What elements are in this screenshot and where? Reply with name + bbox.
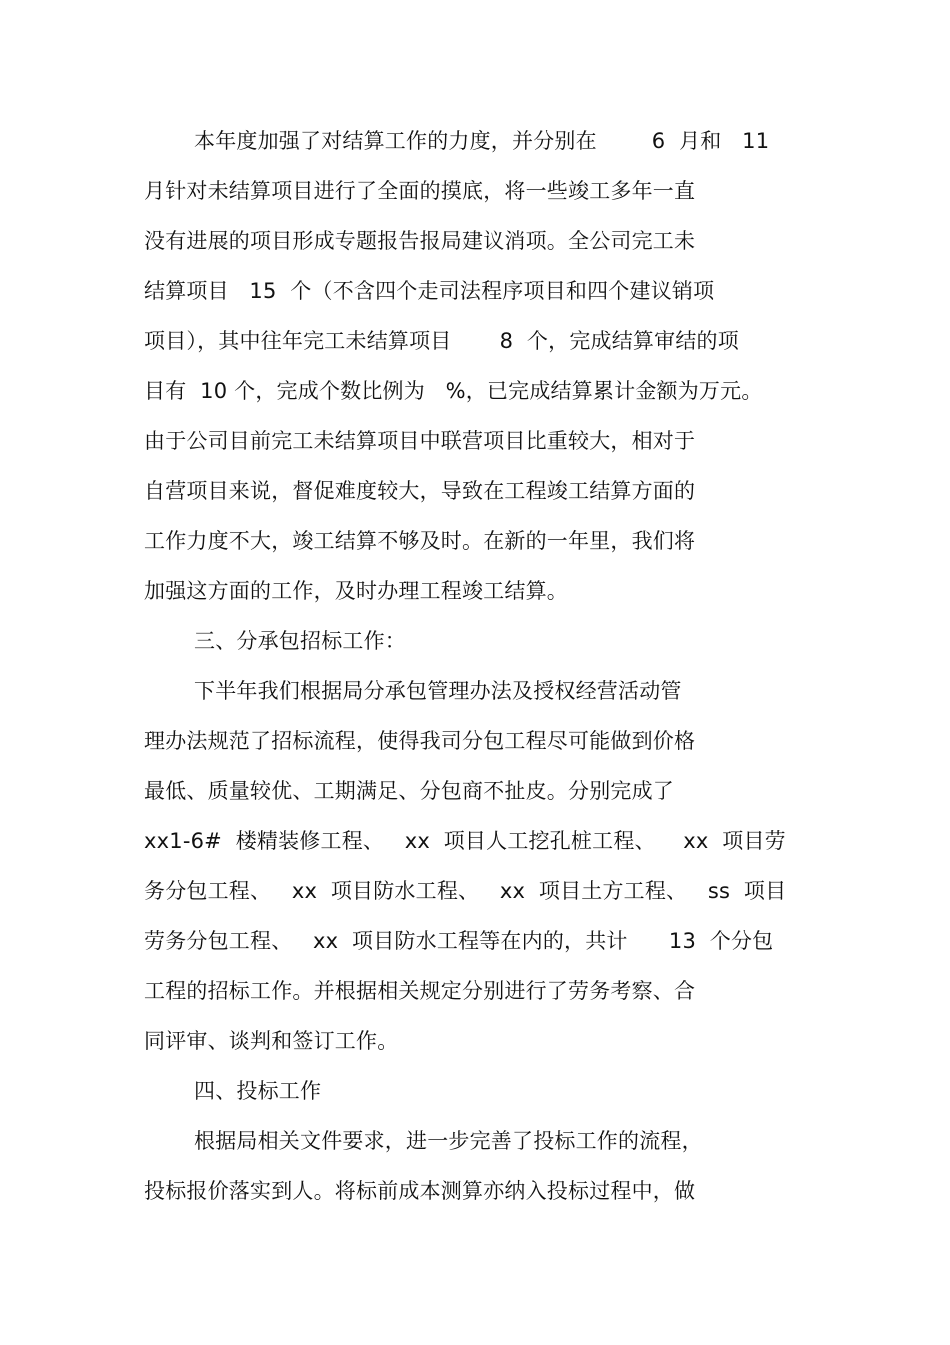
- paragraph-line: 由于公司目前完工未结算项目中联营项目比重较大，相对于: [144, 429, 696, 453]
- section-heading: 三、分承包招标工作：: [194, 629, 406, 653]
- paragraph-line: 同评审、谈判和签订工作。: [144, 1029, 399, 1053]
- paragraph-line: 投标报价落实到人。将标前成本测算亦纳入投标过程中，做: [144, 1179, 696, 1203]
- paragraph-line: 最低、质量较优、工期满足、分包商不扯皮。分别完成了: [144, 779, 674, 803]
- paragraph-line: 劳务分包工程、 xx 项目防水工程等在内的，共计 13 个分包: [144, 929, 774, 953]
- paragraph-line: 理办法规范了招标流程，使得我司分包工程尽可能做到价格: [144, 729, 696, 753]
- paragraph-line: 务分包工程、 xx 项目防水工程、 xx 项目土方工程、 ss 项目: [144, 879, 787, 903]
- paragraph-line: 本年度加强了对结算工作的力度，并分别在 6 月和 11: [194, 129, 770, 153]
- paragraph-line: 工作力度不大，竣工结算不够及时。在新的一年里，我们将: [144, 529, 696, 553]
- paragraph-line: 根据局相关文件要求，进一步完善了投标工作的流程，: [194, 1129, 703, 1153]
- paragraph-line: 没有进展的项目形成专题报告报局建议消项。全公司完工未: [144, 229, 696, 253]
- paragraph-line: 工程的招标工作。并根据相关规定分别进行了劳务考察、合: [144, 979, 696, 1003]
- paragraph-line: 加强这方面的工作，及时办理工程竣工结算。: [144, 579, 568, 603]
- paragraph-line: 月针对未结算项目进行了全面的摸底，将一些竣工多年一直: [144, 179, 696, 203]
- paragraph-line: 目有 10 个，完成个数比例为 %，已完成结算累计金额为万元。: [144, 379, 763, 403]
- section-heading: 四、投标工作: [194, 1079, 322, 1103]
- paragraph-line: 结算项目 15 个（不含四个走司法程序项目和四个建议销项: [144, 279, 715, 303]
- paragraph-line: xx1-6# 楼精装修工程、 xx 项目人工挖孔桩工程、 xx 项目劳: [144, 829, 786, 853]
- paragraph-line: 自营项目来说，督促难度较大，导致在工程竣工结算方面的: [144, 479, 696, 503]
- paragraph-line: 下半年我们根据局分承包管理办法及授权经营活动管: [194, 679, 682, 703]
- paragraph-line: 项目），其中往年完工未结算项目 8 个，完成结算审结的项: [144, 329, 739, 353]
